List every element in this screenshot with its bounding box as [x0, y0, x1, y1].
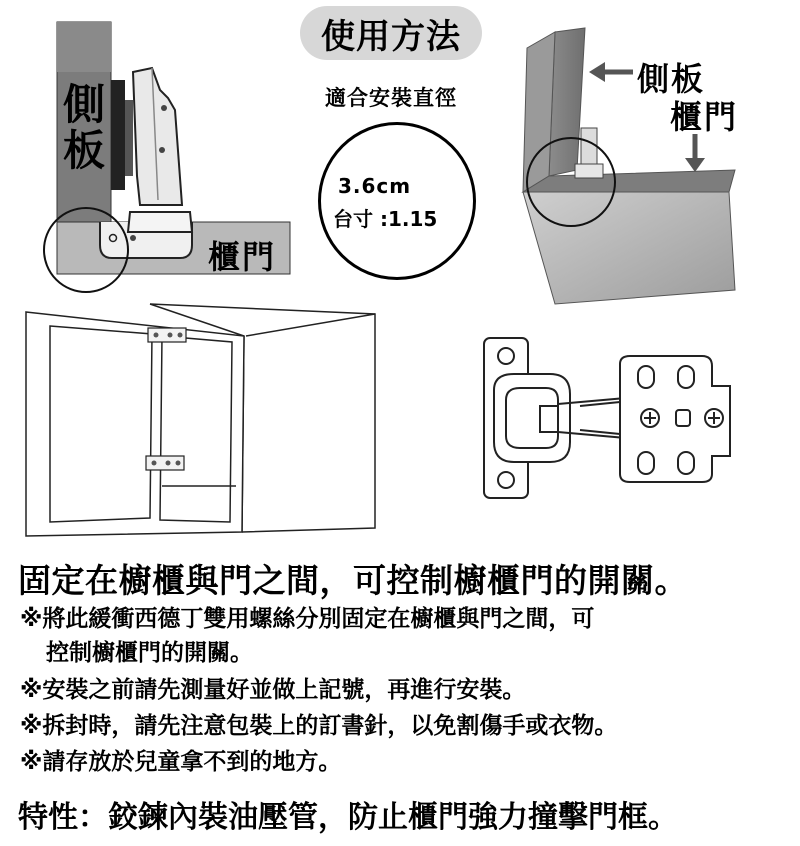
diameter-circle [318, 122, 476, 280]
diameter-tai-value: 台寸 :1.15 [333, 207, 438, 231]
note-3: ※拆封時，請先注意包裝上的訂書針，以免割傷手或衣物。 [20, 713, 618, 739]
note-4: ※請存放於兒童拿不到的地方。 [20, 749, 342, 775]
feature-statement: 特性：鉸鍊內裝油壓管，防止櫃門強力撞擊門框。 [18, 800, 678, 835]
note-1-continued: 控制櫥櫃門的開關。 [46, 640, 253, 666]
cabinet-line-drawing [20, 296, 390, 546]
headline: 固定在櫥櫃與門之間，可控制櫥櫃門的開關。 [18, 561, 688, 600]
photo-door-label: 櫃門 [670, 98, 739, 136]
side-panel-label: 側板 [62, 80, 105, 175]
note-2: ※安裝之前請先測量好並做上記號，再進行安裝。 [20, 677, 526, 703]
door-label: 櫃門 [208, 238, 277, 276]
diameter-heading: 適合安裝直徑 [325, 86, 457, 110]
page-title: 使用方法 [300, 6, 482, 60]
note-1: ※將此緩衝西德丁雙用螺絲分別固定在櫥櫃與門之間，可 [20, 606, 595, 632]
diameter-cm-value: 3.6cm [338, 174, 412, 198]
hinge-top-view-drawing [480, 334, 780, 504]
photo-side-panel-label: 側板 [637, 60, 706, 98]
